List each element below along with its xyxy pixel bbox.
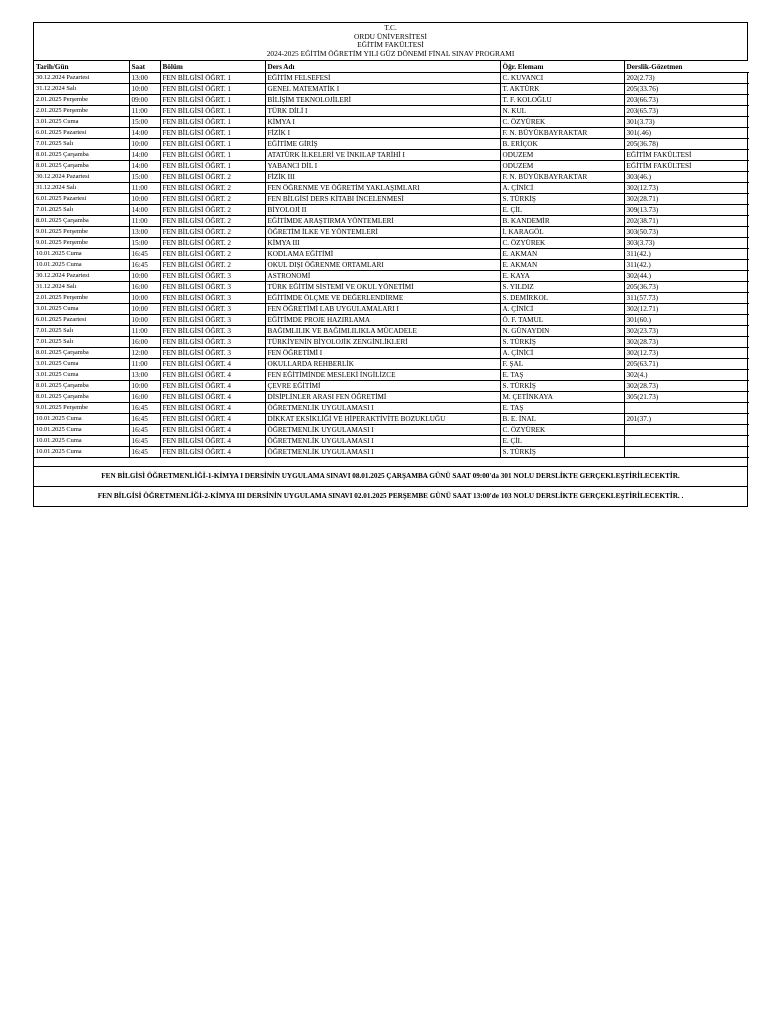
cell-date: 31.12.2024 Salı bbox=[34, 182, 129, 193]
cell-room: 302(28.73) bbox=[624, 380, 749, 391]
table-row bbox=[34, 72, 749, 83]
table-row bbox=[34, 171, 749, 182]
cell-department: FEN BİLGİSİ ÖĞRT. 4 bbox=[160, 369, 265, 380]
cell-instructor: T. AKTÜRK bbox=[500, 83, 624, 94]
column-header-department: Bölüm bbox=[160, 61, 265, 72]
cell-time: 14:00 bbox=[129, 127, 160, 138]
cell-course: FEN EĞİTİMİNDE MESLEKİ İNGİLİZCE bbox=[265, 369, 500, 380]
cell-course: BAĞIMLILIK VE BAĞIMLILIKLA MÜCADELE bbox=[265, 325, 500, 336]
cell-room: 205(36.78) bbox=[624, 138, 749, 149]
cell-course: YABANCI DİL I bbox=[265, 160, 500, 171]
cell-instructor: F. ŞAL bbox=[500, 358, 624, 369]
cell-room: 311(57.73) bbox=[624, 292, 749, 303]
cell-time: 09:00 bbox=[129, 94, 160, 105]
cell-date: 9.01.2025 Perşembe bbox=[34, 226, 129, 237]
cell-instructor: A. ÇİNİCİ bbox=[500, 303, 624, 314]
cell-time: 16:00 bbox=[129, 336, 160, 347]
table-row bbox=[34, 435, 749, 446]
table-row bbox=[34, 138, 749, 149]
cell-room: 303(3.73) bbox=[624, 237, 749, 248]
cell-department: FEN BİLGİSİ ÖĞRT. 3 bbox=[160, 325, 265, 336]
cell-instructor: F. N. BÜYÜKBAYRAKTAR bbox=[500, 127, 624, 138]
header-line-program-title: 2024-2025 EĞİTİM ÖĞRETİM YILI GÜZ DÖNEMİ FİNAL SINAV PROGRAMI bbox=[266, 48, 515, 58]
cell-course: ATATÜRK İLKELERİ VE İNKILAP TARİHİ I bbox=[265, 149, 500, 160]
cell-department: FEN BİLGİSİ ÖĞRT. 4 bbox=[160, 380, 265, 391]
column-header-course: Ders Adı bbox=[265, 61, 500, 72]
cell-room: 302(12.73) bbox=[624, 182, 749, 193]
cell-instructor: ODUZEM bbox=[500, 149, 624, 160]
table-row bbox=[34, 105, 749, 116]
cell-time: 10:00 bbox=[129, 138, 160, 149]
cell-room: 205(36.73) bbox=[624, 281, 749, 292]
table-row bbox=[34, 83, 749, 94]
cell-date: 3.01.2025 Cuma bbox=[34, 358, 129, 369]
table-row bbox=[34, 413, 749, 424]
cell-room: 205(63.71) bbox=[624, 358, 749, 369]
cell-instructor: E. TAŞ bbox=[500, 402, 624, 413]
cell-department: FEN BİLGİSİ ÖĞRT. 3 bbox=[160, 270, 265, 281]
cell-time: 16:00 bbox=[129, 391, 160, 402]
cell-instructor: T. F. KOLOĞLU bbox=[500, 94, 624, 105]
cell-time: 11:00 bbox=[129, 358, 160, 369]
cell-department: FEN BİLGİSİ ÖĞRT. 3 bbox=[160, 303, 265, 314]
cell-course: EĞİTİME GİRİŞ bbox=[265, 138, 500, 149]
table-row bbox=[34, 446, 749, 457]
cell-time: 16:45 bbox=[129, 435, 160, 446]
cell-department: FEN BİLGİSİ ÖĞRT. 2 bbox=[160, 182, 265, 193]
table-header-row bbox=[34, 61, 749, 72]
cell-course: TÜRKİYENİN BİYOLOJİK ZENGİNLİKLERİ bbox=[265, 336, 500, 347]
cell-date: 7.01.2025 Salı bbox=[34, 138, 129, 149]
cell-course: ÖĞRETMENLİK UYGULAMASI I bbox=[265, 446, 500, 457]
table-row bbox=[34, 314, 749, 325]
cell-room bbox=[624, 446, 749, 457]
cell-course: EĞİTİM FELSEFESİ bbox=[265, 72, 500, 83]
cell-department: FEN BİLGİSİ ÖĞRT. 2 bbox=[160, 193, 265, 204]
cell-department: FEN BİLGİSİ ÖĞRT. 2 bbox=[160, 204, 265, 215]
cell-time: 14:00 bbox=[129, 149, 160, 160]
cell-instructor: S. TÜRKİŞ bbox=[500, 446, 624, 457]
cell-instructor: S. YILDIZ bbox=[500, 281, 624, 292]
cell-course: ÖĞRETMENLİK UYGULAMASI I bbox=[265, 424, 500, 435]
cell-department: FEN BİLGİSİ ÖĞRT. 2 bbox=[160, 237, 265, 248]
cell-course: KODLAMA EĞİTİMİ bbox=[265, 248, 500, 259]
cell-course: KİMYA I bbox=[265, 116, 500, 127]
cell-time: 10:00 bbox=[129, 83, 160, 94]
cell-department: FEN BİLGİSİ ÖĞRT. 1 bbox=[160, 116, 265, 127]
cell-date: 30.12.2024 Pazartesi bbox=[34, 72, 129, 83]
cell-department: FEN BİLGİSİ ÖĞRT. 1 bbox=[160, 160, 265, 171]
cell-department: FEN BİLGİSİ ÖĞRT. 2 bbox=[160, 171, 265, 182]
table-row bbox=[34, 391, 749, 402]
table-row bbox=[34, 259, 749, 270]
cell-course: DİKKAT EKSİKLİĞİ VE HİPERAKTİVİTE BOZUKLUĞU bbox=[265, 413, 500, 424]
cell-time: 16:45 bbox=[129, 413, 160, 424]
cell-time: 16:45 bbox=[129, 446, 160, 457]
table-row bbox=[34, 248, 749, 259]
cell-time: 15:00 bbox=[129, 171, 160, 182]
cell-time: 15:00 bbox=[129, 116, 160, 127]
cell-department: FEN BİLGİSİ ÖĞRT. 3 bbox=[160, 336, 265, 347]
cell-time: 12:00 bbox=[129, 347, 160, 358]
cell-date: 30.12.2024 Pazartesi bbox=[34, 270, 129, 281]
cell-instructor: N. GÜNAYDIN bbox=[500, 325, 624, 336]
table-row bbox=[34, 347, 749, 358]
cell-course: ÖĞRETİM İLKE VE YÖNTEMLERİ bbox=[265, 226, 500, 237]
cell-date: 6.01.2025 Pazartesi bbox=[34, 127, 129, 138]
table-row bbox=[34, 160, 749, 171]
cell-course: BİYOLOJİ II bbox=[265, 204, 500, 215]
cell-course: EĞİTİMDE PROJE HAZIRLAMA bbox=[265, 314, 500, 325]
cell-date: 8.01.2025 Çarşamba bbox=[34, 215, 129, 226]
table-row bbox=[34, 94, 749, 105]
cell-room: 302(44.) bbox=[624, 270, 749, 281]
cell-department: FEN BİLGİSİ ÖĞRT. 2 bbox=[160, 215, 265, 226]
cell-date: 9.01.2025 Perşembe bbox=[34, 402, 129, 413]
cell-date: 6.01.2025 Pazartesi bbox=[34, 193, 129, 204]
cell-instructor: İ. KARAGÖL bbox=[500, 226, 624, 237]
cell-instructor: C. ÖZYÜREK bbox=[500, 424, 624, 435]
table-row bbox=[34, 237, 749, 248]
cell-date: 3.01.2025 Cuma bbox=[34, 369, 129, 380]
cell-date: 10.01.2025 Cuma bbox=[34, 446, 129, 457]
cell-date: 8.01.2025 Çarşamba bbox=[34, 160, 129, 171]
table-row bbox=[34, 193, 749, 204]
cell-instructor: ODUZEM bbox=[500, 160, 624, 171]
cell-course: KİMYA III bbox=[265, 237, 500, 248]
cell-room: EĞİTİM FAKÜLTESİ bbox=[624, 160, 749, 171]
cell-department: FEN BİLGİSİ ÖĞRT. 2 bbox=[160, 226, 265, 237]
cell-instructor: E. AKMAN bbox=[500, 248, 624, 259]
cell-course: DİSİPLİNLER ARASI FEN ÖĞRETİMİ bbox=[265, 391, 500, 402]
cell-course: BİLİŞİM TEKNOLOJİLERİ bbox=[265, 94, 500, 105]
cell-department: FEN BİLGİSİ ÖĞRT. 4 bbox=[160, 358, 265, 369]
cell-date: 2.01.2025 Perşembe bbox=[34, 105, 129, 116]
cell-course: FİZİK III bbox=[265, 171, 500, 182]
table-row bbox=[34, 116, 749, 127]
cell-room: 203(66.73) bbox=[624, 94, 749, 105]
practical-exam-note-2: FEN BİLGİSİ ÖĞRETMENLİĞİ-2-KİMYA III DERSİNİN UYGULAMA SINAVI 02.01.2025 PERŞEMBE GÜNÜ SAAT 13:00'de 103 NOLU DERSLİKTE GERÇEKLEŞTİRİLECEKTİR. . bbox=[97, 491, 684, 500]
cell-instructor: M. ÇETİNKAYA bbox=[500, 391, 624, 402]
table-row bbox=[34, 380, 749, 391]
table-row bbox=[34, 325, 749, 336]
cell-course: FEN ÖĞRETİMİ LAB UYGULAMALARI I bbox=[265, 303, 500, 314]
cell-date: 7.01.2025 Salı bbox=[34, 336, 129, 347]
cell-time: 11:00 bbox=[129, 215, 160, 226]
cell-instructor: B. ERİÇOK bbox=[500, 138, 624, 149]
cell-room: EĞİTİM FAKÜLTESİ bbox=[624, 149, 749, 160]
table-row bbox=[34, 369, 749, 380]
cell-instructor: E. ÇİL bbox=[500, 204, 624, 215]
cell-instructor: E. TAŞ bbox=[500, 369, 624, 380]
table-row bbox=[34, 303, 749, 314]
cell-date: 2.01.2025 Perşembe bbox=[34, 94, 129, 105]
cell-date: 30.12.2024 Pazartesi bbox=[34, 171, 129, 182]
cell-department: FEN BİLGİSİ ÖĞRT. 3 bbox=[160, 281, 265, 292]
table-row bbox=[34, 270, 749, 281]
exam-schedule-sheet bbox=[33, 22, 748, 507]
cell-course: FİZİK I bbox=[265, 127, 500, 138]
table-row bbox=[34, 127, 749, 138]
cell-room: 203(65.73) bbox=[624, 105, 749, 116]
cell-department: FEN BİLGİSİ ÖĞRT. 2 bbox=[160, 248, 265, 259]
cell-room: 205(33.76) bbox=[624, 83, 749, 94]
cell-date: 7.01.2025 Salı bbox=[34, 204, 129, 215]
cell-instructor: F. N. BÜYÜKBAYRAKTAR bbox=[500, 171, 624, 182]
cell-time: 11:00 bbox=[129, 182, 160, 193]
cell-instructor: E. KAYA bbox=[500, 270, 624, 281]
cell-room: 303(50.73) bbox=[624, 226, 749, 237]
cell-department: FEN BİLGİSİ ÖĞRT. 1 bbox=[160, 94, 265, 105]
cell-department: FEN BİLGİSİ ÖĞRT. 2 bbox=[160, 259, 265, 270]
cell-time: 10:00 bbox=[129, 314, 160, 325]
cell-time: 10:00 bbox=[129, 292, 160, 303]
cell-time: 10:00 bbox=[129, 270, 160, 281]
cell-time: 16:00 bbox=[129, 281, 160, 292]
cell-time: 16:45 bbox=[129, 402, 160, 413]
cell-department: FEN BİLGİSİ ÖĞRT. 1 bbox=[160, 127, 265, 138]
cell-room bbox=[624, 435, 749, 446]
cell-date: 31.12.2024 Salı bbox=[34, 83, 129, 94]
header-line-tc: T.C. bbox=[384, 23, 397, 32]
cell-date: 3.01.2025 Cuma bbox=[34, 303, 129, 314]
cell-time: 16:45 bbox=[129, 248, 160, 259]
cell-date: 8.01.2025 Çarşamba bbox=[34, 347, 129, 358]
cell-date: 2.01.2025 Perşembe bbox=[34, 292, 129, 303]
cell-course: OKUL DIŞI ÖĞRENME ORTAMLARI bbox=[265, 259, 500, 270]
cell-course: GENEL MATEMATİK I bbox=[265, 83, 500, 94]
cell-time: 14:00 bbox=[129, 160, 160, 171]
cell-instructor: S. TÜRKİŞ bbox=[500, 193, 624, 204]
cell-room bbox=[624, 424, 749, 435]
cell-time: 10:00 bbox=[129, 303, 160, 314]
cell-course: TÜRK EĞİTİM SİSTEMİ VE OKUL YÖNETİMİ bbox=[265, 281, 500, 292]
cell-instructor: N. KUL bbox=[500, 105, 624, 116]
cell-department: FEN BİLGİSİ ÖĞRT. 4 bbox=[160, 402, 265, 413]
cell-room: 303(46.) bbox=[624, 171, 749, 182]
table-row bbox=[34, 424, 749, 435]
cell-instructor: A. ÇİNİCİ bbox=[500, 347, 624, 358]
cell-room: 311(42.) bbox=[624, 259, 749, 270]
cell-time: 15:00 bbox=[129, 237, 160, 248]
table-row bbox=[34, 204, 749, 215]
cell-department: FEN BİLGİSİ ÖĞRT. 4 bbox=[160, 435, 265, 446]
column-header-room: Derslik-Gözetmen bbox=[624, 61, 749, 72]
cell-room: 301(.46) bbox=[624, 127, 749, 138]
cell-date: 10.01.2025 Cuma bbox=[34, 259, 129, 270]
cell-date: 8.01.2025 Çarşamba bbox=[34, 380, 129, 391]
cell-department: FEN BİLGİSİ ÖĞRT. 4 bbox=[160, 446, 265, 457]
cell-instructor: E. ÇİL bbox=[500, 435, 624, 446]
cell-room: 301(3.73) bbox=[624, 116, 749, 127]
cell-instructor: C. ÖZYÜREK bbox=[500, 237, 624, 248]
cell-course: ÇEVRE EĞİTİMİ bbox=[265, 380, 500, 391]
cell-room bbox=[624, 402, 749, 413]
cell-room: 302(12.73) bbox=[624, 347, 749, 358]
cell-time: 10:00 bbox=[129, 193, 160, 204]
cell-course: EĞİTİMDE ÖLÇME VE DEĞERLENDİRME bbox=[265, 292, 500, 303]
cell-department: FEN BİLGİSİ ÖĞRT. 1 bbox=[160, 138, 265, 149]
cell-department: FEN BİLGİSİ ÖĞRT. 3 bbox=[160, 347, 265, 358]
column-header-date: Tarih/Gün bbox=[34, 61, 129, 72]
table-row bbox=[34, 281, 749, 292]
column-header-instructor: Öğr. Elemanı bbox=[500, 61, 624, 72]
cell-course: TÜRK DİLİ I bbox=[265, 105, 500, 116]
cell-room: 302(28.73) bbox=[624, 336, 749, 347]
cell-room: 309(13.73) bbox=[624, 204, 749, 215]
cell-course: ÖĞRETMENLİK UYGULAMASI I bbox=[265, 435, 500, 446]
cell-instructor: S. DEMİRKOL bbox=[500, 292, 624, 303]
cell-date: 31.12.2024 Salı bbox=[34, 281, 129, 292]
cell-room: 302(23.73) bbox=[624, 325, 749, 336]
cell-time: 11:00 bbox=[129, 325, 160, 336]
cell-time: 16:45 bbox=[129, 259, 160, 270]
cell-date: 6.01.2025 Pazartesi bbox=[34, 314, 129, 325]
table-row bbox=[34, 215, 749, 226]
cell-date: 8.01.2025 Çarşamba bbox=[34, 149, 129, 160]
cell-course: FEN BİLGİSİ DERS KİTABI İNCELENMESİ bbox=[265, 193, 500, 204]
cell-department: FEN BİLGİSİ ÖĞRT. 1 bbox=[160, 83, 265, 94]
header-line-faculty: EĞİTİM FAKÜLTESİ bbox=[357, 40, 424, 50]
cell-instructor: C. ÖZYÜREK bbox=[500, 116, 624, 127]
cell-department: FEN BİLGİSİ ÖĞRT. 1 bbox=[160, 105, 265, 116]
cell-date: 7.01.2025 Salı bbox=[34, 325, 129, 336]
cell-department: FEN BİLGİSİ ÖĞRT. 4 bbox=[160, 391, 265, 402]
cell-course: FEN ÖĞRENME VE ÖĞRETİM YAKLAŞIMLARI bbox=[265, 182, 500, 193]
cell-time: 13:00 bbox=[129, 369, 160, 380]
cell-department: FEN BİLGİSİ ÖĞRT. 3 bbox=[160, 292, 265, 303]
cell-room: 311(42.) bbox=[624, 248, 749, 259]
practical-exam-note-1: FEN BİLGİSİ ÖĞRETMENLİĞİ-1-KİMYA I DERSİNİN UYGULAMA SINAVI 08.01.2025 ÇARŞAMBA GÜNÜ SAAT 09:00'da 301 NOLU DERSLİKTE GERÇEKLEŞTİRİLECEKTİR. bbox=[34, 467, 747, 487]
cell-instructor: A. ÇİNİCİ bbox=[500, 182, 624, 193]
column-header-time: Saat bbox=[129, 61, 160, 72]
table-body bbox=[34, 72, 749, 457]
cell-time: 13:00 bbox=[129, 226, 160, 237]
cell-time: 16:45 bbox=[129, 424, 160, 435]
cell-room: 301(60.) bbox=[624, 314, 749, 325]
cell-department: FEN BİLGİSİ ÖĞRT. 1 bbox=[160, 149, 265, 160]
cell-date: 10.01.2025 Cuma bbox=[34, 424, 129, 435]
cell-instructor: B. E. İNAL bbox=[500, 413, 624, 424]
table-row bbox=[34, 182, 749, 193]
table-row bbox=[34, 292, 749, 303]
cell-room: 302(28.71) bbox=[624, 193, 749, 204]
table-row bbox=[34, 358, 749, 369]
cell-time: 11:00 bbox=[129, 105, 160, 116]
table-row bbox=[34, 226, 749, 237]
cell-room: 202(2.73) bbox=[624, 72, 749, 83]
document-header bbox=[34, 23, 747, 61]
cell-course: ÖĞRETMENLİK UYGULAMASI I bbox=[265, 402, 500, 413]
cell-department: FEN BİLGİSİ ÖĞRT. 4 bbox=[160, 424, 265, 435]
cell-room: 302(12.71) bbox=[624, 303, 749, 314]
cell-room: 202(38.71) bbox=[624, 215, 749, 226]
cell-date: 9.01.2025 Perşembe bbox=[34, 237, 129, 248]
cell-date: 3.01.2025 Cuma bbox=[34, 116, 129, 127]
table-row bbox=[34, 336, 749, 347]
cell-instructor: S. TÜRKİŞ bbox=[500, 336, 624, 347]
cell-course: EĞİTİMDE ARAŞTIRMA YÖNTEMLERİ bbox=[265, 215, 500, 226]
cell-date: 8.01.2025 Çarşamba bbox=[34, 391, 129, 402]
cell-department: FEN BİLGİSİ ÖĞRT. 3 bbox=[160, 314, 265, 325]
cell-date: 10.01.2025 Cuma bbox=[34, 413, 129, 424]
table-row bbox=[34, 149, 749, 160]
cell-department: FEN BİLGİSİ ÖĞRT. 4 bbox=[160, 413, 265, 424]
cell-time: 10:00 bbox=[129, 380, 160, 391]
cell-instructor: E. AKMAN bbox=[500, 259, 624, 270]
table-row bbox=[34, 402, 749, 413]
cell-date: 10.01.2025 Cuma bbox=[34, 435, 129, 446]
cell-instructor: S. TÜRKİŞ bbox=[500, 380, 624, 391]
cell-time: 13:00 bbox=[129, 72, 160, 83]
header-line-university: ORDU ÜNİVERSİTESİ bbox=[354, 31, 427, 41]
cell-instructor: C. KUVANCI bbox=[500, 72, 624, 83]
cell-room: 201(37.) bbox=[624, 413, 749, 424]
cell-room: 305(21.73) bbox=[624, 391, 749, 402]
table-spacer bbox=[34, 458, 747, 467]
cell-room: 302(4.) bbox=[624, 369, 749, 380]
cell-course: FEN ÖĞRETİMİ I bbox=[265, 347, 500, 358]
cell-instructor: Ö. F. TAMUL bbox=[500, 314, 624, 325]
cell-department: FEN BİLGİSİ ÖĞRT. 1 bbox=[160, 72, 265, 83]
cell-course: OKULLARDA REHBERLİK bbox=[265, 358, 500, 369]
exam-schedule-table bbox=[34, 61, 749, 457]
cell-instructor: B. KANDEMİR bbox=[500, 215, 624, 226]
cell-course: ASTRONOMİ bbox=[265, 270, 500, 281]
cell-date: 10.01.2025 Cuma bbox=[34, 248, 129, 259]
cell-time: 14:00 bbox=[129, 204, 160, 215]
